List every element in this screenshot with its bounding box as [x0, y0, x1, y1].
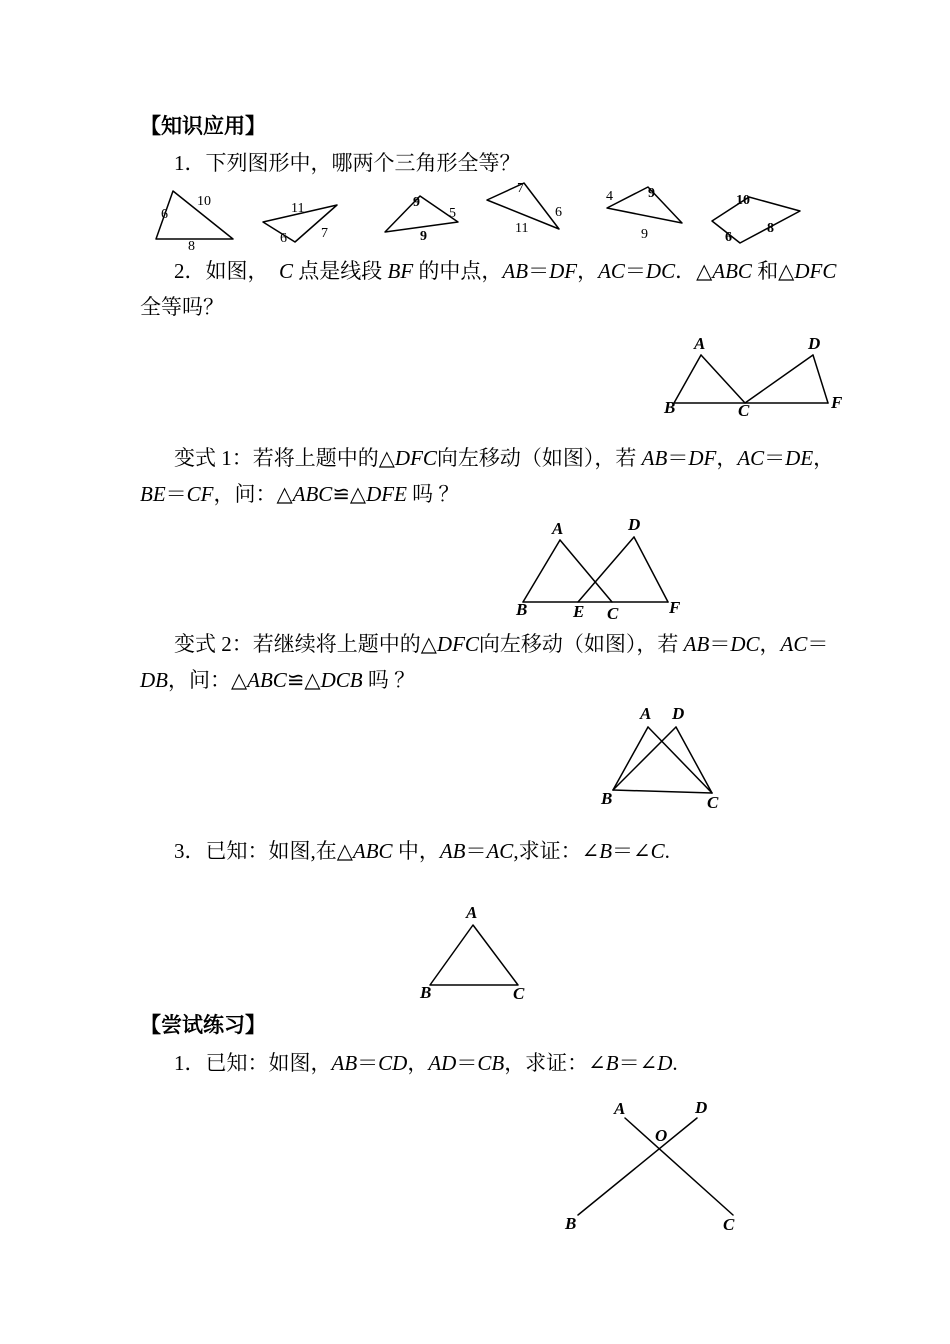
side-length-label: 9: [648, 186, 655, 201]
triangle-ABC-shape: [430, 925, 518, 985]
segment-DB: [613, 727, 676, 790]
vertex-label-B: B: [565, 1214, 577, 1233]
math-variable: CF: [186, 482, 214, 506]
text-run: 点是线段: [293, 259, 388, 283]
figure-q3-isosceles-triangle: [415, 902, 537, 1004]
figure-v2-shared-base: [597, 702, 729, 814]
vertex-label-D: D: [628, 515, 641, 534]
variation-1-line-2: [140, 482, 459, 506]
text-run: .: [672, 1051, 678, 1075]
segment-DE: [578, 537, 634, 602]
section-heading-practice: 【尝试练习】: [140, 1013, 266, 1037]
math-variable: AC: [598, 259, 625, 283]
text-run: 中，: [392, 839, 440, 863]
text-run: 吗 ？: [406, 482, 460, 506]
text-run: ＝: [667, 446, 689, 470]
text-run: ≌△: [286, 668, 321, 692]
math-variable: AB: [641, 446, 668, 470]
triangle-3-shape: [385, 196, 458, 232]
side-length-label: 5: [449, 206, 456, 221]
question-3-text: [174, 839, 670, 863]
segment-AC: [701, 355, 745, 403]
side-length-label: 11: [291, 201, 305, 216]
segment-DF: [634, 537, 668, 602]
vertex-label-C: C: [707, 793, 719, 812]
segment-AC: [648, 727, 712, 793]
vertex-label-B: B: [601, 789, 613, 808]
segment-DC: [745, 355, 813, 403]
text-run: ，: [577, 259, 599, 283]
triangle-5-shape: [607, 187, 682, 223]
segment-AB: [613, 727, 648, 790]
math-variable: AB: [439, 839, 466, 863]
text-run: ＝: [456, 1051, 478, 1075]
math-variable: CD: [378, 1051, 408, 1075]
math-variable: DFC: [436, 632, 479, 656]
math-variable: ABC: [292, 482, 333, 506]
side-length-label: 9: [420, 229, 427, 244]
text-run: .: [664, 839, 670, 863]
math-variable: D: [657, 1051, 673, 1075]
text-run: 的中点，: [413, 259, 503, 283]
side-length-label: 11: [515, 221, 529, 236]
text-run: ＝: [528, 259, 550, 283]
text-run: ．△: [675, 259, 713, 283]
text-run: ＝: [764, 446, 786, 470]
vertex-label-O: O: [655, 1126, 668, 1145]
practice-1-text: [174, 1051, 678, 1075]
vertex-label-D: D: [695, 1098, 708, 1117]
vertex-label-C: C: [738, 401, 750, 420]
math-variable: DC: [645, 259, 676, 283]
math-variable: B: [605, 1051, 619, 1075]
math-variable: AC: [737, 446, 765, 470]
text-run: ，: [759, 632, 781, 656]
text-run: 2．如图，: [174, 259, 279, 283]
math-variable: BE: [140, 482, 166, 506]
triangle-figure-3: [381, 191, 465, 245]
side-length-label: 8: [188, 239, 195, 254]
text-run: ，问：△: [168, 668, 248, 692]
vertex-label-F: F: [669, 598, 681, 617]
text-run: ＝: [465, 839, 487, 863]
text-run: 3．已知：如图,在△: [174, 839, 353, 863]
side-length-label: 7: [321, 226, 328, 241]
text-run: ＝∠: [612, 839, 651, 863]
text-run: ，: [407, 1051, 429, 1075]
math-variable: DCB: [320, 668, 363, 692]
text-run: ＝: [709, 632, 731, 656]
vertex-label-C: C: [607, 604, 619, 623]
triangle-figure-6: [709, 193, 805, 251]
question-1-text: 1．下列图形中，哪两个三角形全等？: [174, 151, 521, 175]
triangle-figure-2: [261, 199, 345, 251]
text-run: ＝: [165, 482, 187, 506]
math-variable: DF: [549, 259, 578, 283]
section-heading-knowledge-application: 【知识应用】: [140, 114, 266, 138]
segment-AB: [523, 540, 560, 602]
side-length-label: 6: [161, 207, 168, 222]
math-variable: AC: [780, 632, 808, 656]
text-run: ，求证：∠: [504, 1051, 606, 1075]
segment-AB: [674, 355, 701, 403]
math-variable: DFC: [394, 446, 437, 470]
text-run: 吗 ？: [362, 668, 416, 692]
variation-1-line-1: [174, 446, 834, 470]
math-variable: DF: [688, 446, 717, 470]
vertex-label-F: F: [831, 393, 843, 412]
segment-BC: [613, 790, 712, 793]
vertex-label-B: B: [516, 600, 528, 619]
text-run: ＝: [807, 632, 829, 656]
side-length-label: 10: [736, 193, 750, 208]
side-length-label: 4: [606, 189, 613, 204]
vertex-label-D: D: [808, 334, 821, 353]
text-run: ，问：△: [213, 482, 293, 506]
vertex-label-B: B: [420, 983, 432, 1002]
figure-q2-midpoint: [658, 330, 846, 422]
vertex-label-B: B: [664, 398, 676, 417]
vertex-label-C: C: [513, 984, 525, 1003]
text-run: 1．已知：如图，: [174, 1051, 332, 1075]
text-run: ，: [716, 446, 738, 470]
text-run: ≌△: [332, 482, 367, 506]
variation-2-line-2: [140, 668, 415, 692]
triangle-figure-5: [601, 182, 689, 240]
text-run: 变式 2：若继续将上题中的△: [174, 632, 437, 656]
figure-v1-overlapping-triangles: [512, 515, 684, 623]
question-2-line-1: [174, 259, 836, 283]
math-variable: DC: [730, 632, 760, 656]
text-run: 向左移动（如图），若: [478, 632, 684, 656]
vertex-label-A: A: [552, 519, 564, 538]
text-run: ＝: [624, 259, 646, 283]
segment-DC: [676, 727, 712, 793]
text-run: ＝∠: [618, 1051, 658, 1075]
side-length-label: 9: [413, 195, 420, 210]
text-run: 变式 1：若将上题中的△: [174, 446, 395, 470]
triangle-figure-4: [484, 180, 572, 238]
figure-p1-butterfly: [558, 1094, 753, 1242]
side-length-label: 7: [517, 181, 524, 196]
text-run: 向左移动（如图），若: [436, 446, 642, 470]
side-length-label: 10: [197, 194, 211, 209]
text-run: ，: [813, 446, 835, 470]
vertex-label-E: E: [573, 602, 585, 621]
vertex-label-D: D: [672, 704, 685, 723]
math-variable: ABC: [712, 259, 752, 283]
math-variable: ABC: [352, 839, 393, 863]
math-variable: AB: [331, 1051, 358, 1075]
math-variable: AB: [683, 632, 710, 656]
question-2-line-2: 全等吗？: [140, 295, 224, 319]
math-variable: B: [599, 839, 613, 863]
vertex-label-A: A: [466, 903, 478, 922]
math-variable: DFE: [366, 482, 407, 506]
vertex-label-A: A: [694, 334, 706, 353]
variation-2-line-1: [174, 632, 828, 656]
side-length-label: 6: [725, 230, 732, 245]
vertex-label-C: C: [723, 1215, 735, 1234]
math-variable: AB: [502, 259, 529, 283]
side-length-label: 6: [555, 205, 562, 220]
math-variable: AC: [486, 839, 514, 863]
text-run: ,求证：∠: [513, 839, 600, 863]
vertex-label-A: A: [640, 704, 652, 723]
math-variable: DB: [140, 668, 168, 692]
side-length-label: 9: [641, 227, 648, 242]
segment-DF: [813, 355, 828, 403]
math-variable: C: [279, 259, 294, 283]
side-length-label: 8: [767, 221, 774, 236]
math-variable: DFC: [794, 259, 837, 283]
triangle-figure-1: [152, 186, 240, 252]
math-variable: DE: [785, 446, 814, 470]
math-variable: C: [650, 839, 665, 863]
math-variable: BF: [387, 259, 414, 283]
side-length-label: 6: [280, 231, 287, 246]
math-variable: ABC: [247, 668, 287, 692]
vertex-label-A: A: [614, 1099, 626, 1118]
math-variable: CB: [477, 1051, 505, 1075]
text-run: 和△: [751, 259, 795, 283]
text-run: ＝: [357, 1051, 379, 1075]
math-variable: AD: [428, 1051, 457, 1075]
